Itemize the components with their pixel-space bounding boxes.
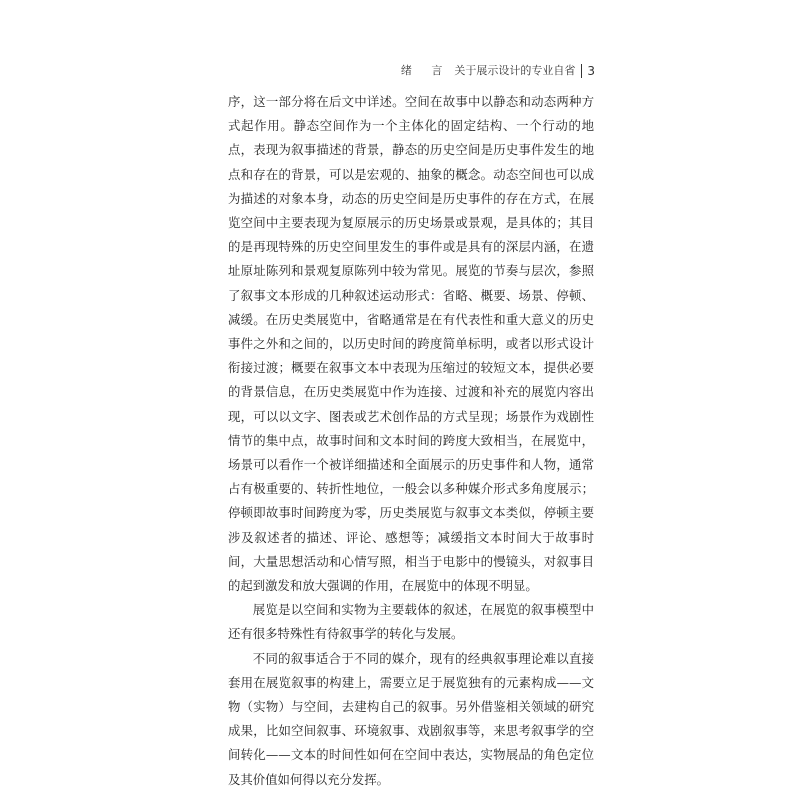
chapter-label: 绪 言	[400, 64, 451, 77]
body-text	[228, 90, 594, 792]
header-divider	[581, 64, 582, 78]
page-number: 3	[587, 64, 595, 78]
paragraph-continued: 序，这一部分将在后文中详述。空间在故事中以静态和动态两种方式起作用。静态空间作为一个主体化的固定结构、一个行动的地点，表现为叙事描述的背景，静态的历史空间是历史事件发生的地点和存在的背景，可以是宏观的、抽象的概念。动态空间也可以成为描述的对象本身，动态的历史空间是历史事件的存在方式，在展览空间中主要表现为复原展示的历史场景或景观，是具体的；其目的是再现特殊的历史空间里发生的事件或是具有的深层内涵，在遗址原址陈列和景观复原陈列中较为常见。展览的节奏与层次，参照了叙事文本形成的几种叙述运动形式：省略、概要、场景、停顿、减缓。在历史类展览中，省略通常是在有代表性和重大意义的历史事件之外和之间的，以历史时间的跨度简单标明，或者以形式设计衔接过渡；概要在叙事文本中表现为压缩过的较短文本，提供必要的背景信息，在历史类展览中作为连接、过渡和补充的展览内容出现，可以以文字、图表或艺术创作品的方式呈现；场景作为戏剧性情节的集中点，故事时间和文本时间的跨度大致相当，在展览中，场景可以看作一个被详细描述和全面展示的历史事件和人物，通常占有极重要的、转折性地位，一般会以多种媒介形式多角度展示；停顿即故事时间跨度为零，历史类展览与叙事文本类似，停顿主要涉及叙述者的描述、评论、感想等；减缓指文本时间大于故事时间，大量思想活动和心情写照，相当于电影中的慢镜头，对叙事目的起到激发和放大强调的作用，在展览中的体现不明显。	[228, 94, 594, 594]
paragraph: 不同的叙事适合于不同的媒介，现有的经典叙事理论难以直接套用在展览叙事的构建上，需要立足于展览独有的元素构成——文物（实物）与空间，去建构自己的叙事。另外借鉴相关领域的研究成果，比如空间叙事、环境叙事、戏剧叙事等，来思考叙事学的空间转化——文本的时间性如何在空间中表达，实物展品的角色定位及其价值如何得以充分发挥。	[228, 650, 594, 787]
paragraph: 展览是以空间和实物为主要载体的叙述，在展览的叙事模型中还有很多特殊性有待叙事学的转化与发展。	[228, 602, 594, 642]
running-header	[401, 62, 595, 80]
chapter-title: 关于展示设计的专业自省	[454, 64, 576, 77]
